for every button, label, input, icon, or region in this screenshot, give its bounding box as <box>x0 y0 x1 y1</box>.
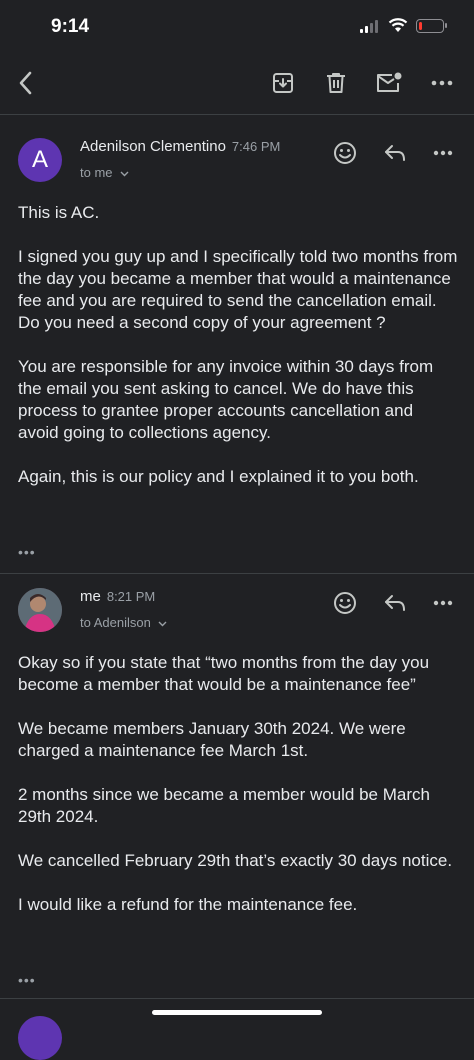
email-toolbar <box>0 52 474 115</box>
status-time: 9:14 <box>51 16 90 37</box>
battery-icon <box>416 19 444 33</box>
mail-unread-icon <box>376 72 402 94</box>
sender-avatar[interactable] <box>18 1016 62 1060</box>
body-paragraph: I signed you guy up and I specifically told two months from the day you became a member that would a maintenance fee and you are required to send the cancellation email. Do you need a second copy of your agreement ? <box>18 247 463 332</box>
trash-icon <box>326 72 346 94</box>
more-horizontal-icon <box>433 600 453 606</box>
sender-line <box>80 138 280 155</box>
delete-button[interactable] <box>319 66 353 100</box>
smiley-icon <box>333 591 357 615</box>
message-more-button[interactable] <box>428 138 458 168</box>
more-horizontal-icon <box>431 80 453 86</box>
sender-line <box>80 588 155 605</box>
chevron-down-icon <box>120 171 129 177</box>
body-paragraph: 2 months since we became a member would be March 29th 2024. <box>18 785 435 826</box>
sender-avatar[interactable]: A <box>18 138 62 182</box>
more-options-button[interactable] <box>425 66 459 100</box>
back-button[interactable] <box>8 66 42 100</box>
show-trimmed-content-button[interactable]: ••• <box>18 544 36 560</box>
sent-time: 7:46 PM <box>231 139 281 154</box>
body-paragraph: We cancelled February 29th that’s exactly 30 days notice. <box>18 851 453 870</box>
body-paragraph: I would like a refund for the maintenance fee. <box>18 895 358 914</box>
sent-time: 8:21 PM <box>106 589 156 604</box>
body-paragraph: Okay so if you state that “two months from the day you become a member that would be a maintenance fee” <box>18 653 434 694</box>
reply-icon <box>384 594 406 612</box>
cellular-signal-icon <box>360 19 380 33</box>
emoji-react-button[interactable] <box>330 588 360 618</box>
sender-name: Adenilson Clementino <box>80 138 226 155</box>
message-more-button[interactable] <box>428 588 458 618</box>
recipient-dropdown[interactable] <box>80 165 129 180</box>
mark-unread-button[interactable] <box>372 66 406 100</box>
message-item <box>0 124 474 574</box>
emoji-react-button[interactable] <box>330 138 360 168</box>
body-paragraph: This is AC. <box>18 203 100 222</box>
recipient-dropdown[interactable] <box>80 615 167 630</box>
body-paragraph: We became members January 30th 2024. We were charged a maintenance fee March 1st. <box>18 719 411 760</box>
home-indicator[interactable] <box>152 1010 322 1015</box>
status-bar <box>0 0 474 52</box>
message-item <box>0 574 474 994</box>
chevron-left-icon <box>18 71 32 95</box>
more-horizontal-icon <box>433 150 453 156</box>
show-trimmed-content-button[interactable]: ••• <box>18 972 36 988</box>
smiley-icon <box>333 141 357 165</box>
chevron-down-icon <box>158 621 167 627</box>
profile-photo <box>18 588 62 632</box>
sender-avatar[interactable] <box>18 588 62 632</box>
recipient-label: to me <box>80 165 113 180</box>
archive-icon <box>272 72 294 94</box>
reply-button[interactable] <box>380 588 410 618</box>
archive-button[interactable] <box>266 66 300 100</box>
recipient-label: to Adenilson <box>80 615 151 630</box>
body-paragraph: You are responsible for any invoice within 30 days from the email you sent asking to cancel. We do have this process to grantee proper accounts cancellation and avoid going to collections agency. <box>18 357 438 442</box>
body-paragraph: Again, this is our policy and I explained it to you both. <box>18 467 419 486</box>
message-body <box>18 652 458 938</box>
wifi-icon <box>388 18 408 33</box>
reply-button[interactable] <box>380 138 410 168</box>
battery-level <box>419 22 422 30</box>
message-body <box>18 202 463 510</box>
reply-icon <box>384 144 406 162</box>
status-icons <box>360 18 444 33</box>
message-divider <box>0 998 474 999</box>
sender-name: me <box>80 588 101 605</box>
